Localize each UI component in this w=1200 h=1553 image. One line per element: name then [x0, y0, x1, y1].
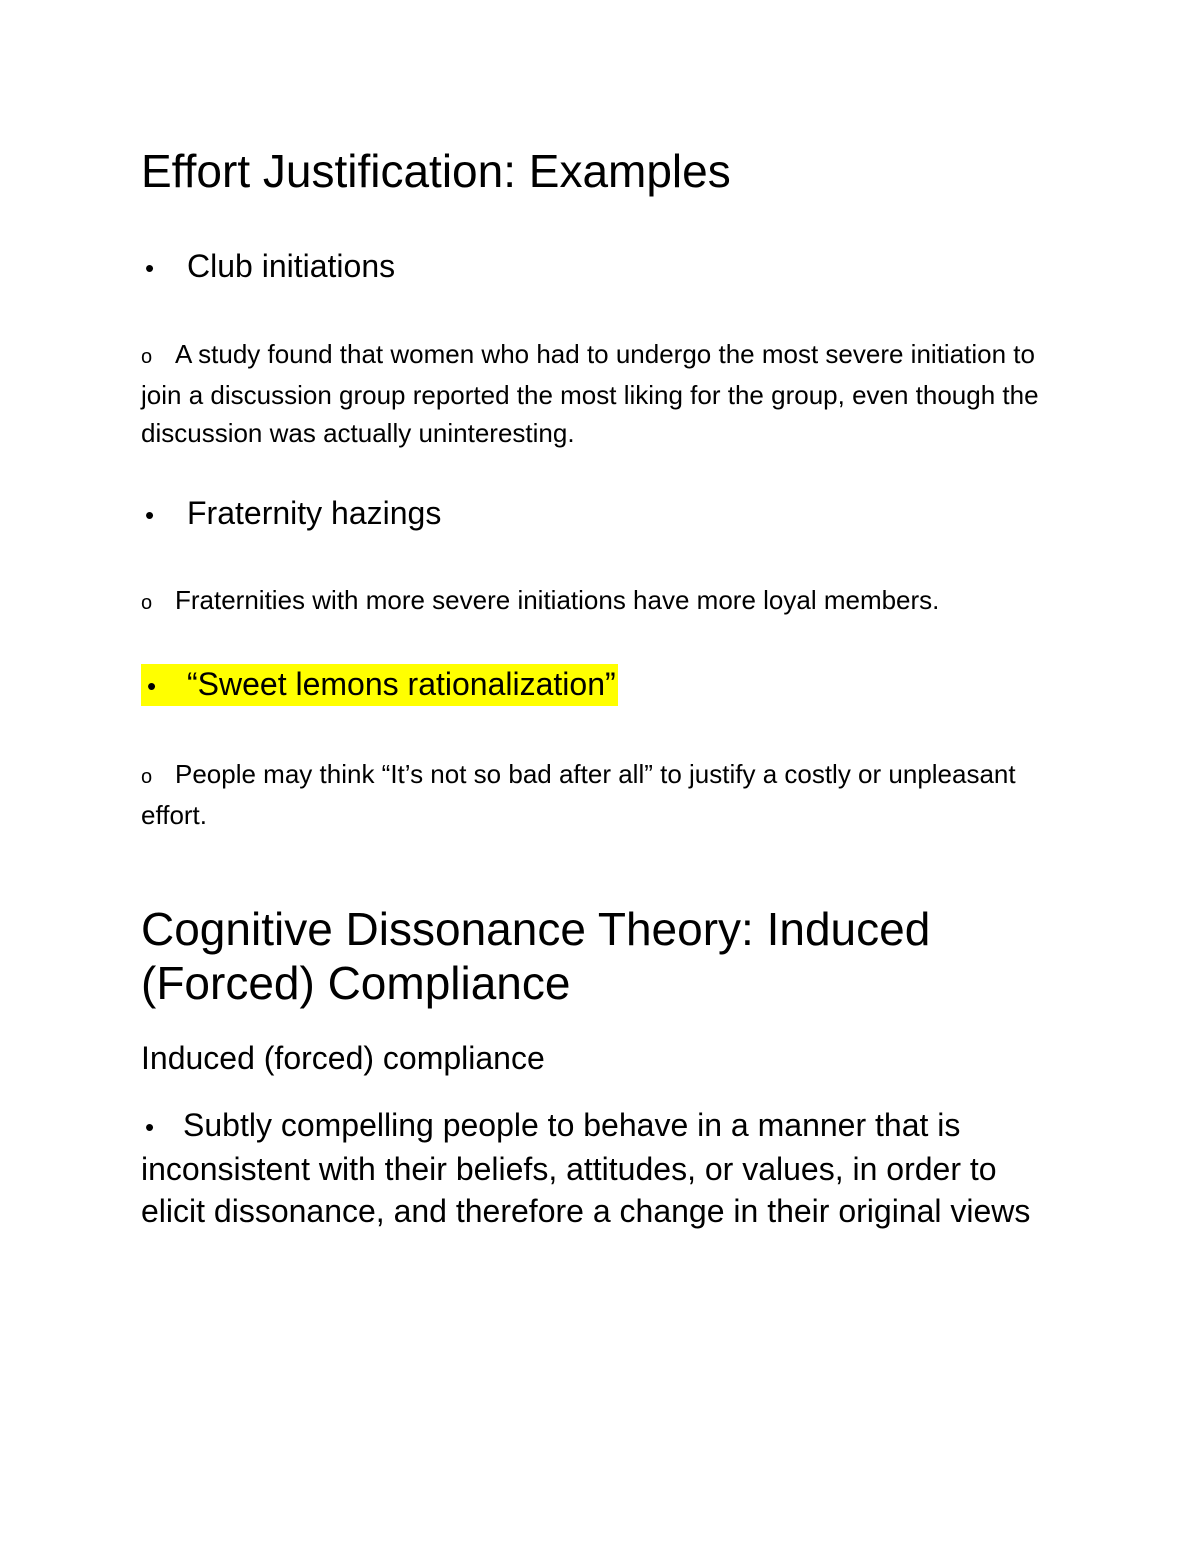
sub-item-club-study — [141, 335, 1041, 452]
bullet-label: Fraternity hazings — [187, 495, 442, 531]
definition-text: Subtly compelling people to behave in a manner that is inconsistent with their beliefs, attitudes, or values, in order to elicit dissonance, and therefore a change in their original views — [141, 1107, 1031, 1229]
bullet-marker: • — [145, 500, 155, 530]
bullet-fraternity-hazings — [145, 493, 441, 535]
bullet-definition — [141, 1104, 1061, 1232]
section-title-induced-compliance-line2: (Forced) Compliance — [141, 957, 571, 1009]
sub-marker: o — [141, 766, 153, 788]
bullet-sweet-lemons — [141, 664, 618, 706]
section-title-effort-justification: Effort Justification: Examples — [141, 145, 731, 197]
sub-item-not-so-bad — [141, 755, 1041, 834]
sub-marker: o — [141, 346, 153, 368]
bullet-club-initiations — [145, 246, 395, 288]
bullet-marker: • — [147, 671, 157, 701]
sub-text: People may think “It’s not so bad after all” to justify a costly or unpleasant effort. — [141, 759, 1016, 830]
section-title-induced-compliance: Cognitive Dissonance Theory: Induced — [141, 903, 931, 955]
sub-text: Fraternities with more severe initiations have more loyal members. — [175, 585, 940, 615]
sub-item-fraternity-loyalty — [141, 581, 1101, 622]
subheading-induced-compliance: Induced (forced) compliance — [141, 1040, 545, 1076]
bullet-label: “Sweet lemons rationalization” — [187, 666, 616, 702]
bullet-marker: • — [145, 1112, 155, 1142]
bullet-label: Club initiations — [187, 248, 396, 284]
sub-marker: o — [141, 592, 153, 614]
sub-text: A study found that women who had to undergo the most severe initiation to join a discussion group reported the most liking for the group, even though the discussion was actually uninteresting. — [141, 339, 1039, 448]
highlighted-text — [141, 664, 618, 706]
bullet-marker: • — [145, 253, 155, 283]
